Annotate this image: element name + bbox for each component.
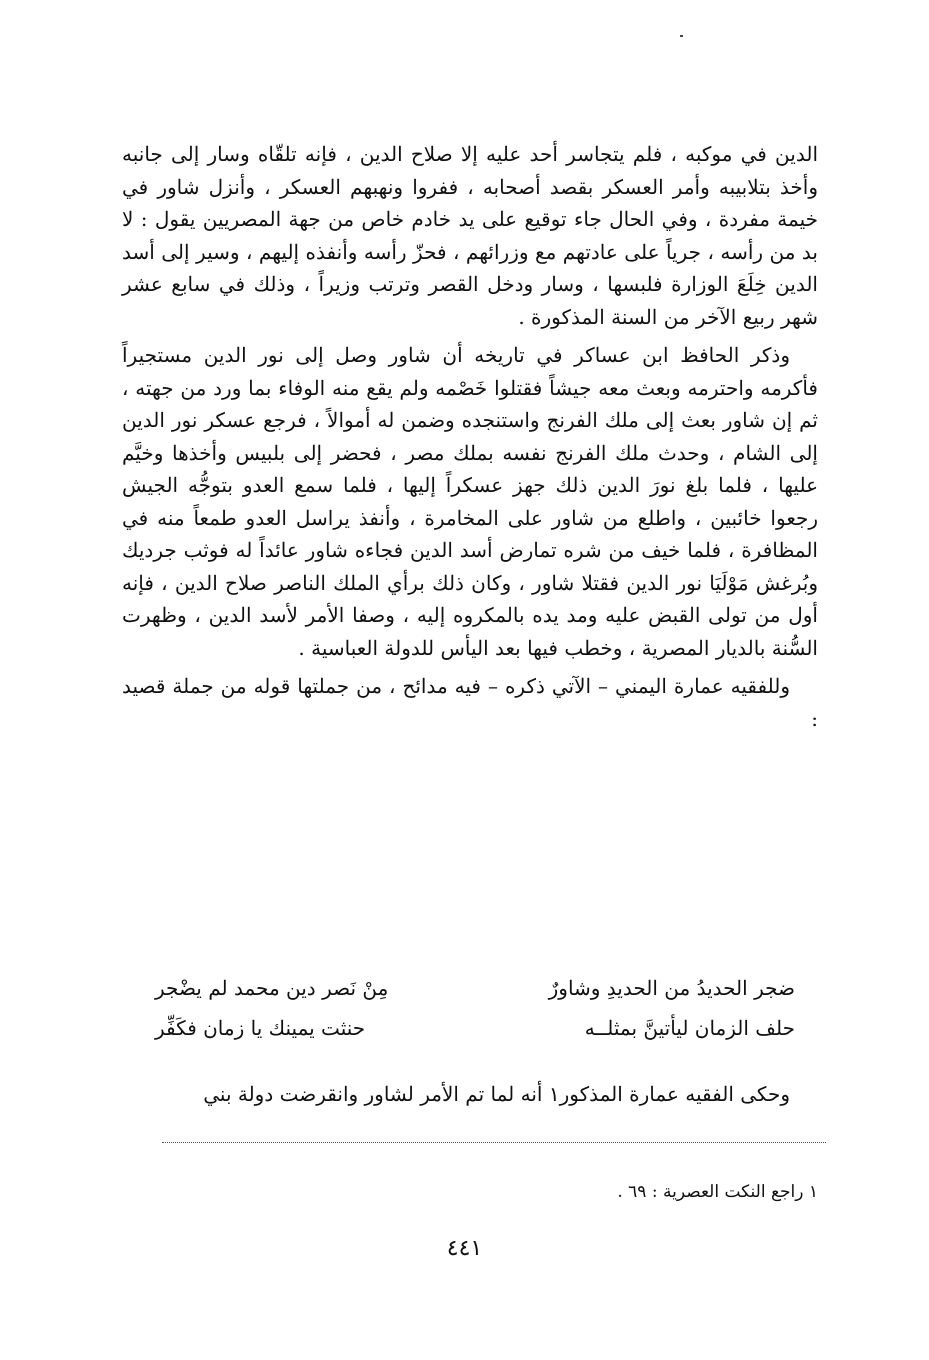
- footnote: ١ راجع النكت العصرية : ٦٩ .: [617, 1182, 818, 1202]
- poem-verse-2: [155, 1008, 795, 1048]
- verse-1-first-hemistich: ضجر الحديدُ من الحديدِ وشاورٌ: [548, 976, 795, 1000]
- page-number: ٤٤١: [446, 1236, 483, 1261]
- paragraph-after-poem: وحكى الفقيه عمارة المذكور١ أنه لما تم الأمر لشاور وانقرضت دولة بني: [203, 1082, 790, 1106]
- footnote-divider: [162, 1142, 826, 1143]
- paragraph-3: وللفقيه عمارة اليمني – الآتي ذكره – فيه مدائح ، من جملتها قوله من جملة قصيد :: [122, 674, 818, 731]
- paragraph-2: وذكر الحافظ ابن عساكر في تاريخه أن شاور وصل إلى نور الدين مستجيراً فأكرمه واحترمه وبعث معه جيشاً فقتلوا خَصْمه ولم يقع منه الوفاء بما ورد من جهته ، ثم إن شاور بعث إلى ملك الفرنج واستنجده وضمن له أموالاً ، فرجع عسكر نور الدين إلى الشام ، وحدث ملك الفرنج نفسه بملك مصر ، فحضر إلى بلبيس وأخذها وخيَّم عليها ، فلما بلغ نورَ الدين ذلك جهز عسكراً إليها ، فلما سمع العدو بتوجُّه الجيش رجعوا خائبين ، واطلع من شاور على المخامرة ، وأنفذ يراسل العدو طمعاً منه في المظافرة ، فلما خيف من شره تمارض أسد الدين فجاءه شاور عائداً له فوثب جرديك وبُرغش مَوْلَيَا نور الدين فقتلا شاور ، وكان ذلك برأي الملك الناصر صلاح الدين ، فإنه أول من تولى القبض عليه ومد يده بالمكروه إليه ، وصفا الأمر لأسد الدين ، وظهرت السُّنة بالديار المصرية ، وخطب فيها بعد اليأس للدولة العباسية .: [122, 343, 819, 660]
- scan-speck: [680, 35, 683, 37]
- poem-verse-1: [155, 968, 795, 1008]
- paragraph-1: الدين في موكبه ، فلم يتجاسر أحد عليه إلا صلاح الدين ، فإنه تلقّاه وسار إلى جانبه وأخذ بتلابيبه وأمر العسكر بقصد أصحابه ، ففروا ونهبهم العسكر ، وأنزل شاور في خيمة مفردة ، وفي الحال جاء توقيع على يد خادم خاص من جهة المصريين يقول : لا بد من رأسه ، جرياً على عادتهم مع وزرائهم ، فحزّ رأسه وأنفذه إليهم ، وسير إلى أسد الدين خِلَعَ الوزارة فلبسها ، وسار ودخل القصر وترتب وزيراً ، وذلك في سابع عشر شهر ربيع الآخر من السنة المذكورة .: [122, 142, 818, 329]
- verse-2-first-hemistich: حلف الزمان ليأتينَّ بمثلــه: [584, 1016, 795, 1040]
- main-text: [122, 138, 818, 735]
- verse-2-second-hemistich: حنثت يمينك يا زمان فكَفِّر: [155, 1016, 366, 1040]
- poem: [155, 968, 795, 1048]
- verse-1-second-hemistich: مِنْ نَصر دين محمد لم يضْجر: [155, 976, 389, 1000]
